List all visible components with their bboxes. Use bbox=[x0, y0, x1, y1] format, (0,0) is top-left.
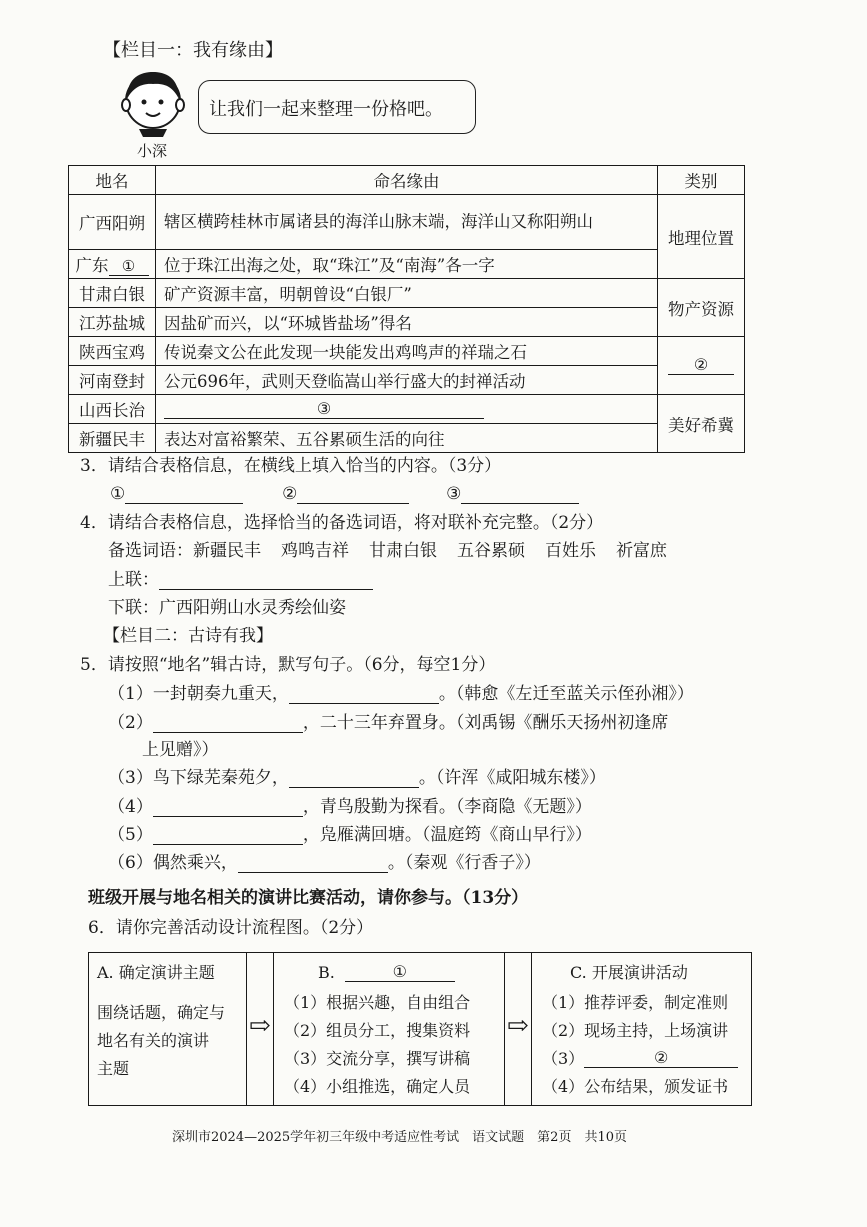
q5-line-3-a: （3）鸟下绿芜秦苑夕， bbox=[108, 768, 289, 788]
activity-intro: 班级开展与地名相关的演讲比赛活动，请你参与。（13分） bbox=[88, 888, 529, 908]
q5-line-6 bbox=[108, 853, 541, 873]
flow-box-a-title: A. 确定演讲主题 bbox=[97, 963, 215, 982]
q5-text: 5．请按照“地名”辑古诗，默写句子。（6分，每空1分） bbox=[80, 655, 496, 675]
q5-blank-2[interactable] bbox=[153, 714, 303, 733]
q4-option: 甘肃白银 bbox=[369, 541, 437, 561]
q5-line-2-cont: 上见赠》） bbox=[142, 740, 219, 760]
flow-box-b-label: B. bbox=[318, 963, 335, 982]
arrow-right-icon: ⇨ bbox=[507, 1011, 529, 1041]
flow-blank-2[interactable]: ② bbox=[584, 1049, 738, 1068]
section2-title: 【栏目二：古诗有我】 bbox=[103, 626, 273, 646]
q5-line-2-a: （2） bbox=[108, 713, 153, 733]
page-footer: 深圳市2024—2025学年初三年级中考适应性考试 语文试题 第2页 共10页 bbox=[172, 1130, 627, 1145]
q4-option: 百姓乐 bbox=[545, 541, 596, 561]
flow-box-b-item: （4）小组推选，确定人员 bbox=[284, 1077, 471, 1096]
table-row bbox=[69, 395, 745, 424]
q4-option: 祈富庶 bbox=[616, 541, 667, 561]
category-cell bbox=[658, 337, 745, 395]
character-name: 小深 bbox=[137, 142, 168, 160]
q4-upper-label: 上联： bbox=[108, 570, 159, 590]
q4-text: 4．请结合表格信息，选择恰当的备选词语，将对联补充完整。（2分） bbox=[80, 513, 604, 533]
flow-box-b-title bbox=[318, 963, 455, 982]
q5-line-6-a: （6）偶然乘兴， bbox=[108, 853, 238, 873]
table-row bbox=[69, 424, 745, 453]
table-header-place: 地名 bbox=[69, 166, 156, 195]
q5-line-6-b: 。（秦观《行香子》） bbox=[387, 853, 541, 873]
q5-line-3 bbox=[108, 768, 606, 788]
q4-option: 鸡鸣吉祥 bbox=[281, 541, 349, 561]
flow-box-b bbox=[274, 952, 504, 1106]
q5-line-4 bbox=[108, 797, 592, 817]
q5-line-4-b: ，青鸟殷勤为探看。（李商隐《无题》） bbox=[302, 797, 592, 817]
q4-upper bbox=[108, 570, 373, 590]
q5-line-5-a: （5） bbox=[108, 825, 153, 845]
q3-label-1: ① bbox=[110, 484, 126, 504]
place-cell: 陕西宝鸡 bbox=[69, 337, 156, 366]
flow-box-a-body-2: 地名有关的演讲 bbox=[97, 1031, 210, 1050]
flow-box-a bbox=[88, 952, 246, 1106]
boy-avatar-icon bbox=[121, 69, 185, 137]
table-row bbox=[69, 279, 745, 308]
q5-line-4-a: （4） bbox=[108, 797, 153, 817]
q5-blank-5[interactable] bbox=[153, 826, 303, 845]
q5-line-5-b: ，凫雁满回塘。（温庭筠《商山早行》） bbox=[302, 825, 592, 845]
category-cell: 地理位置 bbox=[658, 195, 745, 279]
q4-options bbox=[108, 541, 667, 561]
q5-line-1-b: 。（韩愈《左迁至蓝关示侄孙湘》） bbox=[438, 684, 694, 704]
reason-cell bbox=[156, 395, 658, 424]
arrow-right-icon: ⇨ bbox=[249, 1011, 271, 1041]
flow-box-c bbox=[532, 952, 752, 1106]
flow-blank-1[interactable]: ① bbox=[345, 963, 455, 982]
q6-text: 6．请你完善活动设计流程图。（2分） bbox=[88, 918, 374, 938]
flow-box-c-item-3 bbox=[542, 1049, 738, 1068]
reason-cell: 表达对富裕繁荣、五谷累硕生活的向往 bbox=[156, 424, 658, 453]
q5-blank-3[interactable] bbox=[289, 769, 419, 788]
flow-box-b-item: （1）根据兴趣，自由组合 bbox=[284, 993, 471, 1012]
place-cell: 河南登封 bbox=[69, 366, 156, 395]
q5-blank-1[interactable] bbox=[289, 685, 439, 704]
flow-box-b-item: （3）交流分享，撰写讲稿 bbox=[284, 1049, 471, 1068]
place-cell: 山西长治 bbox=[69, 395, 156, 424]
q5-line-2-b: ，二十三年弃置身。（刘禹锡《酬乐天扬州初逢席 bbox=[302, 713, 669, 733]
table-row bbox=[69, 366, 745, 395]
category-cell: 美好希冀 bbox=[658, 395, 745, 453]
table-row bbox=[69, 195, 745, 250]
q4-option: 新疆民丰 bbox=[193, 541, 261, 561]
q5-line-1 bbox=[108, 684, 694, 704]
place-cell: 江苏盐城 bbox=[69, 308, 156, 337]
section1-title: 【栏目一：我有缘由】 bbox=[103, 40, 283, 61]
flow-box-c-title: C. 开展演讲活动 bbox=[570, 963, 688, 982]
q5-line-3-b: 。（许浑《咸阳城东楼》） bbox=[418, 768, 606, 788]
flow-box-a-body-3: 主题 bbox=[97, 1059, 130, 1078]
reason-cell: 辖区横跨桂林市属诸县的海洋山脉末端，海洋山又称阳朔山 bbox=[156, 195, 658, 250]
q4-option: 五谷累硕 bbox=[457, 541, 525, 561]
place-cell: 广西阳朔 bbox=[69, 195, 156, 250]
q3-label-2: ② bbox=[282, 484, 298, 504]
q3-blank-2[interactable] bbox=[297, 485, 409, 504]
q3-text: 3．请结合表格信息，在横线上填入恰当的内容。（3分） bbox=[80, 456, 502, 476]
speech-text: 让我们一起来整理一份格吧。 bbox=[209, 99, 443, 120]
place-cell: 甘肃白银 bbox=[69, 279, 156, 308]
q5-blank-4[interactable] bbox=[153, 798, 303, 817]
blank-2[interactable]: ② bbox=[668, 356, 734, 375]
flow-box-a-body-1: 围绕话题，确定与 bbox=[97, 1003, 226, 1022]
table-row bbox=[69, 308, 745, 337]
table-header-reason: 命名缘由 bbox=[156, 166, 658, 195]
place-cell: 新疆民丰 bbox=[69, 424, 156, 453]
q5-line-5 bbox=[108, 825, 592, 845]
q4-options-label: 备选词语： bbox=[108, 541, 193, 561]
q4-upper-blank[interactable] bbox=[159, 571, 373, 590]
flow-box-b-item: （2）组员分工，搜集资料 bbox=[284, 1021, 471, 1040]
table-row bbox=[69, 250, 745, 279]
flow-box-c-item: （1）推荐评委，制定准则 bbox=[542, 993, 729, 1012]
category-cell: 物产资源 bbox=[658, 279, 745, 337]
flow-box-c-item: （4）公布结果，颁发证书 bbox=[542, 1077, 729, 1096]
reason-cell: 公元696年，武则天登临嵩山举行盛大的封禅活动 bbox=[156, 366, 658, 395]
q5-blank-6[interactable] bbox=[238, 854, 388, 873]
flow-arrow-cell-1 bbox=[246, 952, 274, 1106]
q5-line-1-a: （1）一封朝奏九重天， bbox=[108, 684, 289, 704]
reason-cell: 传说秦文公在此发现一块能发出鸡鸣声的祥瑞之石 bbox=[156, 337, 658, 366]
reason-cell: 矿产资源丰富，明朝曾设“白银厂” bbox=[156, 279, 658, 308]
q4-lower: 下联：广西阳朔山水灵秀绘仙姿 bbox=[108, 598, 346, 618]
speech-bubble bbox=[198, 80, 476, 134]
table-header-category: 类别 bbox=[658, 166, 745, 195]
place-cell bbox=[69, 250, 156, 279]
blank-3[interactable]: ③ bbox=[164, 400, 484, 419]
q3-label-3: ③ bbox=[446, 484, 462, 504]
q3-blank-3[interactable] bbox=[461, 485, 579, 504]
q5-line-2 bbox=[108, 713, 668, 733]
flow-box-c-item: （2）现场主持，上场演讲 bbox=[542, 1021, 729, 1040]
reason-cell: 位于珠江出海之处，取“珠江”及“南海”各一字 bbox=[156, 250, 658, 279]
q3-blank-1[interactable] bbox=[125, 485, 243, 504]
place-name-table bbox=[68, 165, 745, 453]
place-text: 广东 bbox=[75, 256, 109, 275]
flow-arrow-cell-2 bbox=[504, 952, 532, 1106]
q3-answers bbox=[110, 484, 579, 504]
table-row bbox=[69, 337, 745, 366]
reason-cell: 因盐矿而兴，以“环城皆盐场”得名 bbox=[156, 308, 658, 337]
flow-box-c-item-3-label: （3） bbox=[542, 1049, 585, 1068]
blank-1[interactable]: ① bbox=[109, 257, 149, 276]
